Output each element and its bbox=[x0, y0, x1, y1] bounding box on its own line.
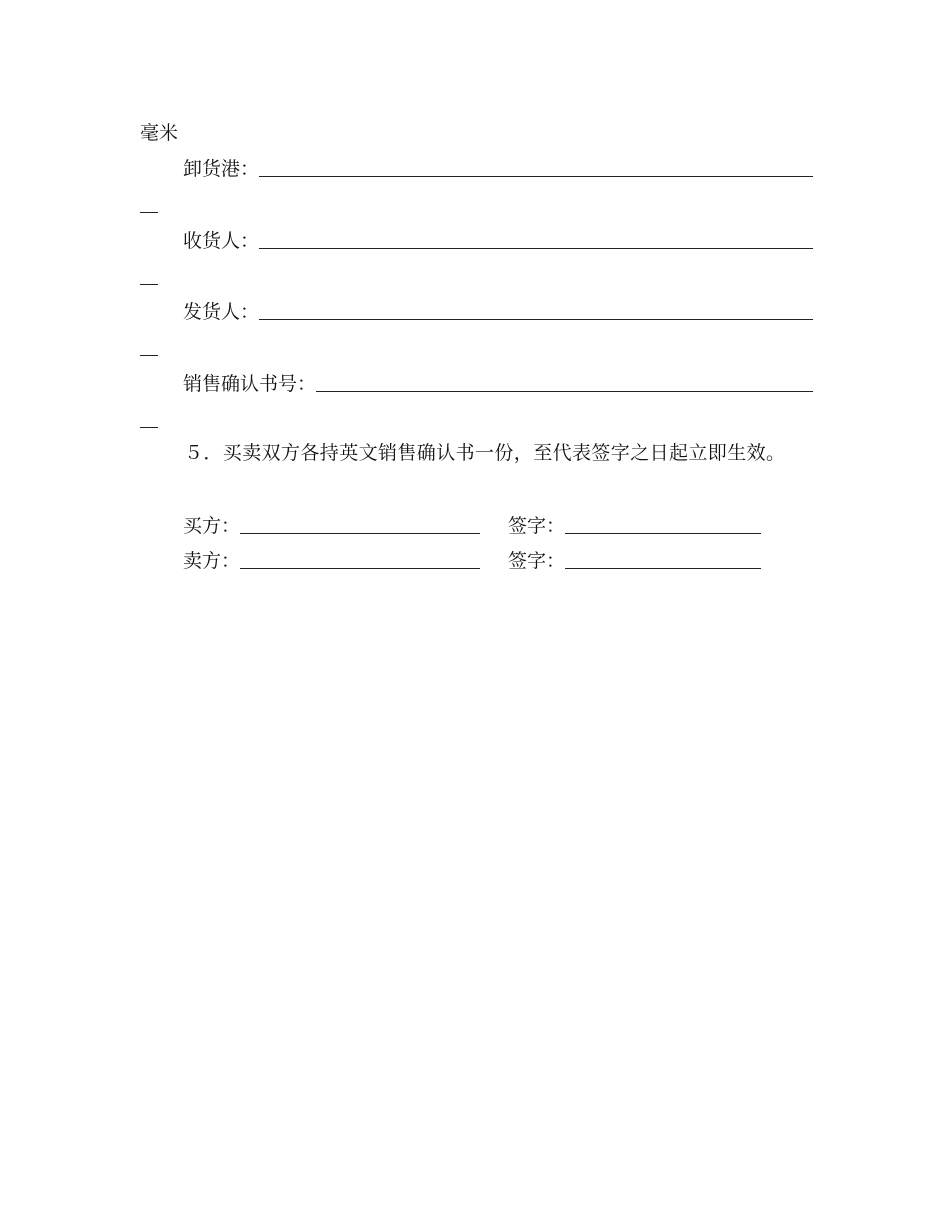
shipper-blank[interactable] bbox=[259, 319, 813, 320]
unit-text: 毫米 bbox=[140, 122, 179, 144]
confirmation-no-blank[interactable] bbox=[316, 391, 813, 392]
seller-signature-row bbox=[508, 546, 761, 573]
buyer-row bbox=[183, 511, 480, 538]
discharge-port-blank[interactable] bbox=[259, 176, 813, 177]
confirmation-no-field bbox=[183, 369, 813, 396]
seller-sign-label: 签字： bbox=[508, 550, 566, 572]
buyer-blank[interactable] bbox=[240, 533, 480, 534]
line-continuation bbox=[140, 212, 158, 213]
seller-signature-blank[interactable] bbox=[565, 568, 761, 569]
seller-blank[interactable] bbox=[240, 568, 480, 569]
buyer-label: 买方： bbox=[183, 515, 241, 537]
line-continuation bbox=[140, 427, 158, 428]
line-continuation bbox=[140, 355, 158, 356]
seller-row bbox=[183, 546, 480, 573]
line-continuation bbox=[140, 284, 158, 285]
consignee-label: 收货人： bbox=[183, 230, 260, 252]
discharge-port-field bbox=[183, 154, 813, 181]
consignee-blank[interactable] bbox=[259, 248, 813, 249]
discharge-port-label: 卸货港： bbox=[183, 158, 260, 180]
seller-label: 卖方： bbox=[183, 550, 241, 572]
shipper-field bbox=[183, 297, 813, 324]
shipper-label: 发货人： bbox=[183, 301, 260, 323]
buyer-signature-blank[interactable] bbox=[565, 533, 761, 534]
confirmation-no-label: 销售确认书号： bbox=[183, 373, 317, 395]
buyer-signature-row bbox=[508, 511, 761, 538]
clause-5-paragraph: ５．买卖双方各持英文销售确认书一份，至代表签字之日起立即生效。 bbox=[184, 442, 786, 464]
buyer-sign-label: 签字： bbox=[508, 515, 566, 537]
consignee-field bbox=[183, 226, 813, 253]
